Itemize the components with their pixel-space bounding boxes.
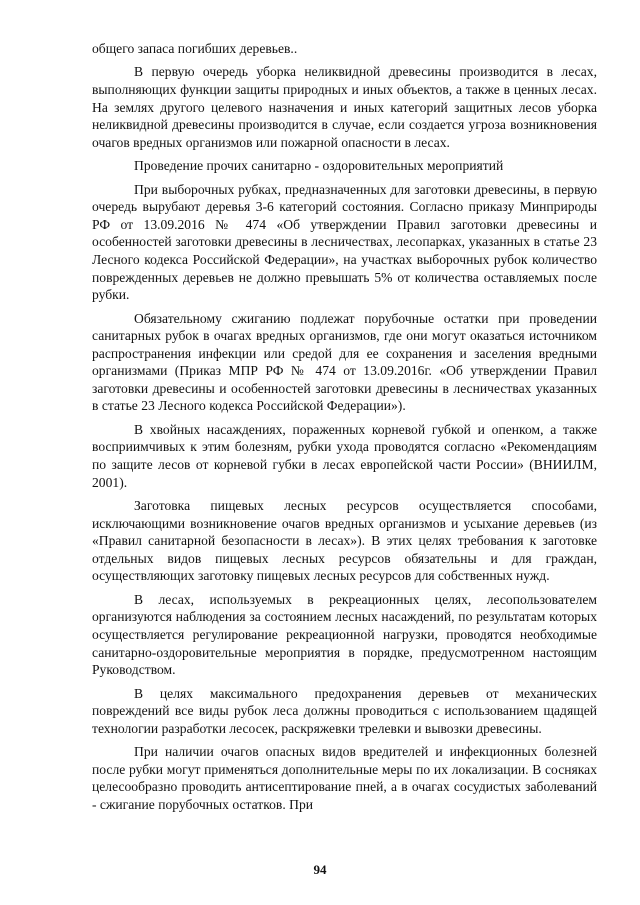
paragraph-deadwood-removal: В первую очередь уборка неликвидной древесины производится в лесах, выполняющих функции защиты природных и иных объектов, а также в ценных лесах. На землях другого целевого назначения и иных категорий защитных лесов уборка неликвидной древесины производится в случае, если создается угроза возникновения очагов вредных организмов или пожарной опасности в лесах. — [92, 64, 597, 150]
paragraph-food-resources: Заготовка пищевых лесных ресурсов осуществляется способами, исключающими возникновение очагов вредных организмов и усыхание деревьев (из «Правил санитарной безопасности в лесах»). В этих целях требования к заготовке отдельных видов пищевых лесных ресурсов обязательны и для граждан, осуществляющих заготовку пищевых лесных ресурсов для собственных нужд. — [92, 498, 597, 584]
paragraph-continuation: общего запаса погибших деревьев.. — [92, 41, 298, 56]
paragraph-selective-felling: При выборочных рубках, предназначенных для заготовки древесины, в первую очередь вырубают деревья 3-6 категорий состояния. Согласно приказу Минприроды РФ от 13.09.2016 № 474 «Об утверждении Правил заготовки древесины и особенностей заготовки древесины в лесничествах, лесопарках, указанных в статье 23 Лесного кодекса Российской Федерации», на участках выборочных рубок количество поврежденных деревьев не должно превышать 5% от количества оставляемых после рубки. — [92, 181, 597, 303]
document-page-body — [92, 40, 597, 814]
paragraph-residue-burning: Обязательному сжиганию подлежат порубочные остатки при проведении санитарных рубок в очагах вредных организмов, где они могут оказаться источником распространения инфекции или средой для ее сохранения и заселения вредными организмами (Приказ МПР РФ № 474 от 13.09.2016г. «Об утверждении Правил заготовки древесины и особенностей заготовки древесины в лесничествах указанных в статье 23 Лесного кодекса Российской Федерации»). — [92, 310, 597, 414]
paragraph-mechanical-damage: В целях максимального предохранения деревьев от механических повреждений все виды рубок леса должны проводиться с использованием щадящей технологии разработки лесосек, раскряжевки трелевки и вывозки древесины. — [92, 685, 597, 736]
paragraph-recreational-forests: В лесах, используемых в рекреационных целях, лесопользователем организуются наблюдения за состоянием лесных насаждений, по результатам которых осуществляется регулирование рекреационной нагрузки, проводятся необходимые санитарно-оздоровительные мероприятия в порядке, предусмотренном настоящим Руководством. — [92, 591, 597, 678]
page-number: 94 — [313, 862, 327, 877]
paragraph-pest-localization: При наличии очагов опасных видов вредителей и инфекционных болезней после рубки могут применяться дополнительные меры по их локализации. В сосняках целесообразно проводить антисептирование пней, а в очагах сосудистых заболеваний - сжигание порубочных остатков. При — [92, 744, 597, 812]
section-heading: Проведение прочих санитарно - оздоровительных мероприятий — [134, 158, 504, 174]
paragraph-conifer-stands: В хвойных насаждениях, пораженных корневой губкой и опенком, а также восприимчивых к этим болезням, рубки ухода проводятся согласно «Рекомендациям по защите лесов от корневой губки в лесах европейской части России» (ВНИИЛМ, 2001). — [92, 421, 597, 490]
